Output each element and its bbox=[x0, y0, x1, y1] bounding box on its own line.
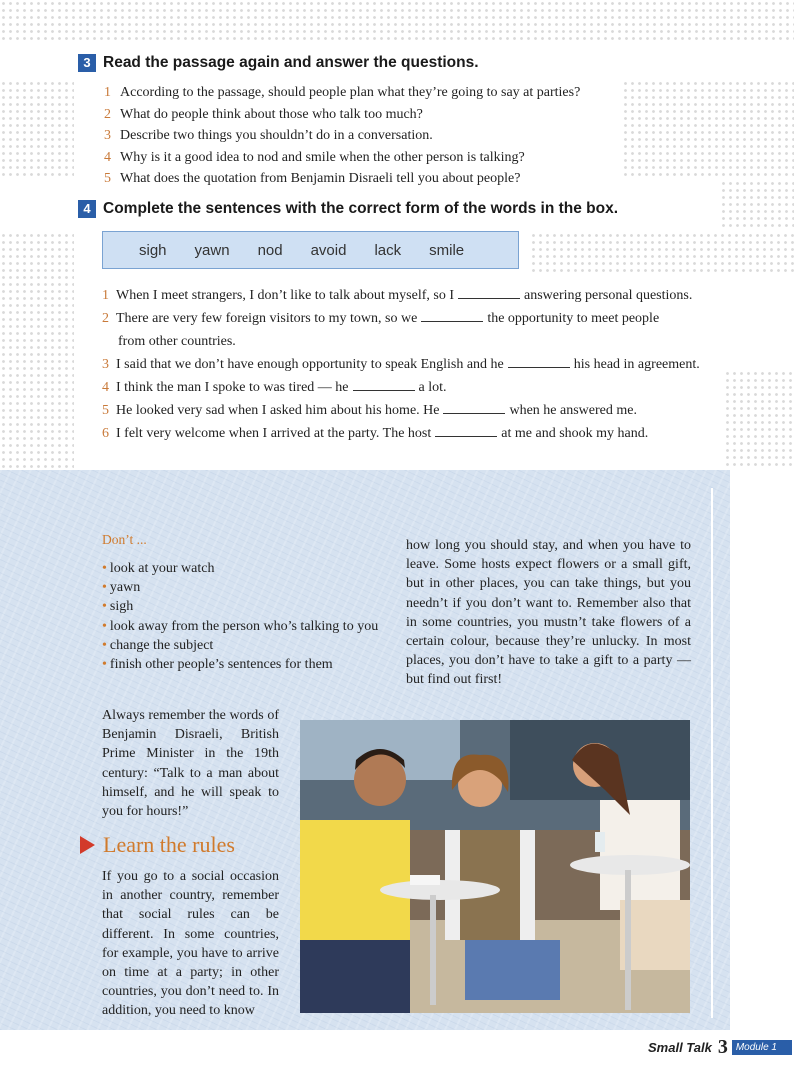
list-item-continuation: from other countries. bbox=[118, 334, 236, 349]
answer-blank[interactable] bbox=[508, 355, 570, 368]
module-badge: Module 1 bbox=[732, 1040, 792, 1055]
page-footer bbox=[648, 1036, 792, 1059]
rules-paragraph: If you go to a social occasion in another country, remember that social rules can be different. In some countries, for example, you have to arrive on time at a party; in other countries, you don’t need to. In addition, you need to know bbox=[102, 869, 279, 1019]
section-4-number: 4 bbox=[78, 200, 96, 218]
word-box-item: sigh bbox=[139, 241, 167, 259]
dont-list bbox=[102, 559, 392, 674]
section-4-heading bbox=[78, 200, 618, 218]
word-box-item: lack bbox=[374, 241, 402, 259]
disraeli-quote: Always remember the words of Benjamin Disraeli, British Prime Minister in the 19th century: “Talk to a man about himself, and he will speak to you for hours!” bbox=[102, 708, 279, 820]
answer-blank[interactable] bbox=[421, 309, 483, 322]
section-3-title: Read the passage again and answer the questions. bbox=[103, 54, 479, 71]
dot-pattern-left bbox=[0, 80, 74, 180]
list-item: 4 I think the man I spoke to was tired — he a lot. bbox=[102, 380, 447, 395]
section-4-title: Complete the sentences with the correct form of the words in the box. bbox=[103, 200, 619, 217]
section-3-questions bbox=[104, 82, 580, 190]
answer-blank[interactable] bbox=[458, 286, 520, 299]
list-item: • yawn bbox=[102, 580, 141, 596]
list-item: 2 What do people think about those who talk too much? bbox=[104, 106, 423, 122]
list-item: • sigh bbox=[102, 599, 134, 615]
dot-pattern-right-3 bbox=[720, 180, 794, 230]
answer-blank[interactable] bbox=[435, 424, 497, 437]
list-item: 6 I felt very welcome when I arrived at the party. The host at me and shook my hand. bbox=[102, 426, 649, 441]
section-3-heading bbox=[78, 54, 479, 72]
dot-pattern-left-2 bbox=[0, 232, 74, 468]
word-box-item: yawn bbox=[194, 241, 230, 259]
list-item: • look away from the person who’s talking to you bbox=[102, 618, 379, 634]
page-number: 3 bbox=[717, 1036, 728, 1058]
dot-pattern-top bbox=[0, 0, 794, 44]
panel-edge bbox=[711, 488, 713, 1018]
learn-rules-heading: Learn the rules bbox=[80, 832, 235, 858]
answer-blank[interactable] bbox=[353, 378, 415, 391]
list-item: 3 I said that we don’t have enough opportunity to speak English and he his head in agreement. bbox=[102, 357, 700, 372]
list-item: 1 According to the passage, should people plan what they’re going to say at parties? bbox=[104, 85, 581, 100]
footer-title: Small Talk bbox=[648, 1040, 712, 1055]
word-box-item: nod bbox=[257, 241, 283, 259]
list-item: • finish other people’s sentences for them bbox=[102, 657, 333, 673]
list-item: 4 Why is it a good idea to nod and smile when the other person is talking? bbox=[104, 149, 525, 165]
section-3-number: 3 bbox=[78, 54, 96, 72]
dot-pattern-right-4 bbox=[724, 370, 794, 470]
dont-heading: Don’t ... bbox=[102, 532, 147, 547]
list-item: 3 Describe two things you shouldn’t do in a conversation. bbox=[104, 128, 433, 143]
passage-column-2: how long you should stay, and when you have to leave. Some hosts expect flowers or a small gift, but in other places, you can take things, but you needn’t if you don’t want to. Remember also that in some countries, you mustn’t take flowers of a certain colour, because they’re unlucky. In most places, you don’t have to take a gift to a party — but find out first! bbox=[406, 538, 691, 688]
dot-pattern-right bbox=[622, 80, 794, 180]
dot-pattern-right-2 bbox=[530, 232, 794, 272]
party-photo bbox=[300, 720, 690, 1013]
word-box-item: avoid bbox=[310, 241, 347, 259]
list-item: 2 There are very few foreign visitors to my town, so we the opportunity to meet people bbox=[102, 311, 660, 326]
triangle-arrow-icon bbox=[80, 836, 95, 854]
answer-blank[interactable] bbox=[443, 401, 505, 414]
list-item: • look at your watch bbox=[102, 561, 215, 576]
list-item: 1 When I meet strangers, I don’t like to talk about myself, so I answering personal questions. bbox=[102, 288, 693, 303]
list-item: 5 What does the quotation from Benjamin Disraeli tell you about people? bbox=[104, 171, 521, 186]
section-4-sentences bbox=[102, 284, 700, 445]
list-item: • change the subject bbox=[102, 637, 214, 653]
word-box-item: smile bbox=[429, 241, 465, 259]
list-item: 5 He looked very sad when I asked him about his home. He when he answered me. bbox=[102, 403, 637, 418]
word-box bbox=[102, 231, 519, 269]
